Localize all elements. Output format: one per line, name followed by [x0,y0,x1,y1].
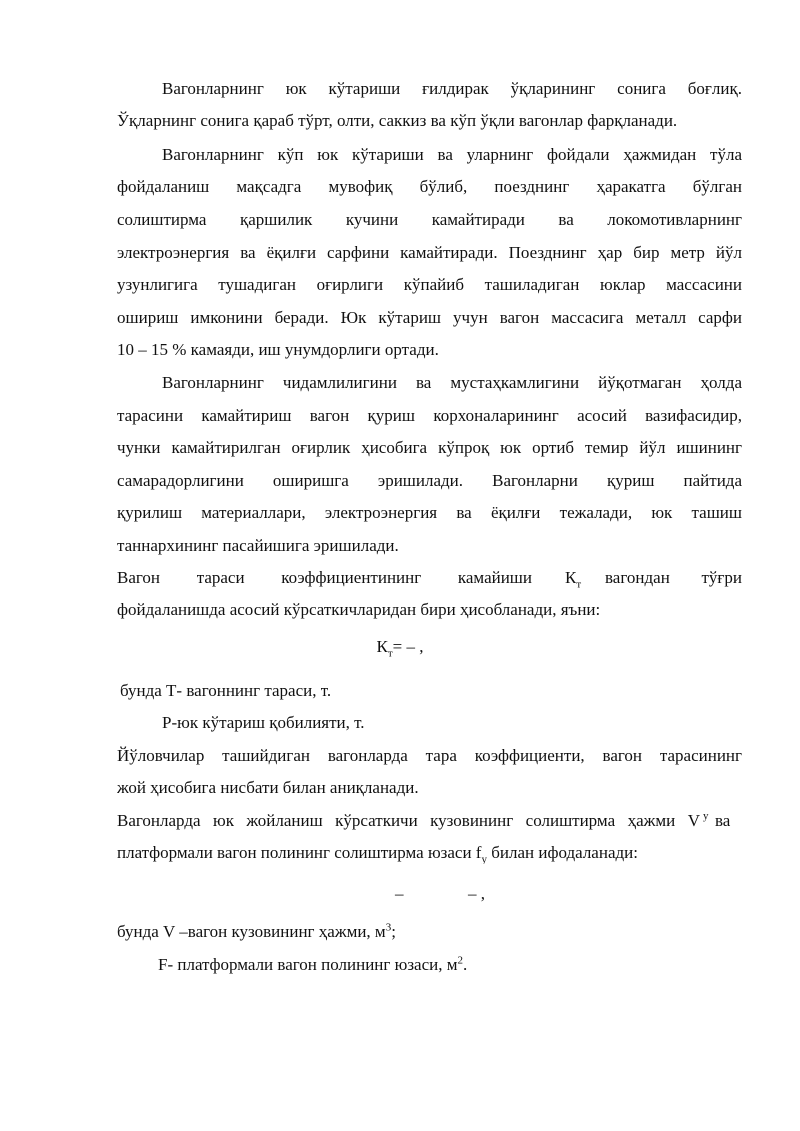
paragraph-2-line-4: электроэнергия ва ёқилғи сарфини камайтиради. Поезднинг ҳар бир метр йўл [117,243,742,262]
formula-tare-coefficient [0,636,800,658]
formula-rest: = – , [392,637,424,656]
definition-area [158,954,783,976]
paragraph-2-line-3: солиштирма қаршилик кучини камайтиради ва локомотивларнинг [117,210,742,229]
paragraph-6-line-2 [117,842,742,864]
paragraph-3-line-1: Вагонларнинг чидамлилигини ва мустаҳкамлигини йўқотмаган ҳолда [162,373,742,392]
definition-area-end: . [462,955,468,974]
paragraph-4-line-1 [117,567,742,589]
definition-volume-end: ; [391,922,396,941]
formula-letter: К [376,637,388,656]
formula-area-part: – , [468,884,485,903]
definition-tare: бунда Т- вагоннинг тараси, т. [120,681,332,700]
definition-area-sup: 2 [457,954,463,967]
definition-volume-text: бунда V –вагон кузовининг ҳажми, м [117,922,386,941]
paragraph-2-line-1: Вагонларнинг кўп юк кўтариши ва уларнинг фойдали ҳажмидан тўла [162,145,742,164]
coefficient-letter: К [565,568,577,587]
coefficient-subscript: т [576,578,582,589]
paragraph-2-line-7: 10 – 15 % камаяди, иш унумдорлиги ортади. [117,340,439,359]
paragraph-3-line-3: чунки камайтирилган оғирлик ҳисобига кўпроқ юк ортиб темир йўл ишининг [117,438,742,457]
paragraph-6-line-1: Вагонларда юк жойланиш кўрсаткичи кузовининг солиштирма ҳажми V у ва [117,810,731,830]
coefficient-text-end: вагондан тўғри [605,568,742,587]
paragraph-3-line-5: қурилиш материаллари, электроэнергия ва ёқилғи тежалади, юк ташиш [117,503,742,522]
paragraph-2-line-2: фойдаланиш мақсадга мувофиқ бўлиб, поезднинг ҳаракатга бўлган [117,177,742,196]
formula-volume-part: – [395,884,404,903]
volume-text-end: ва [715,811,731,830]
paragraph-1-line-1: Вагонларнинг юк кўтариши ғилдирак ўқларининг сонига боғлиқ. [162,79,742,98]
paragraph-3-line-6: таннархининг пасайишига эришилади. [117,536,399,555]
definition-capacity: Р-юк кўтариш қобилияти, т. [162,713,365,732]
definition-volume-sup: 3 [385,921,392,934]
area-subscript: у [481,853,487,864]
paragraph-2-line-5: узунлигига тушадиган оғирлиги кўпайиб ташиладиган юклар массасини [117,275,742,294]
paragraph-3-line-4: самарадорлигини оширишга эришилади. Вагонларни қуриш пайтида [117,471,742,490]
area-text: платформали вагон полининг солиштирма юзаси f [117,843,482,862]
formula-volume-area [390,883,530,905]
definition-volume [117,921,742,943]
paragraph-5-line-2: жой ҳисобига нисбати билан аниқланади. [117,778,419,797]
coefficient-symbol [565,567,581,589]
paragraph-5-line-1: Йўловчилар ташийдиган вагонларда тара коэффициенти, вагон тарасининг [117,746,742,765]
paragraph-3-line-2: тарасини камайтириш вагон қуриш корхоналарининг асосий вазифасидир, [117,406,742,425]
paragraph-2-line-6: ошириш имконини беради. Юк кўтариш учун вагон массасига металл сарфи [117,308,742,327]
area-text-end: билан ифодаланади: [486,843,638,862]
tare-coefficient-text: Вагон тараси коэффициентининг камайиши [117,568,532,587]
paragraph-1-line-2: Ўқларнинг сонига қараб тўрт, олти, саккиз ва кўп ўқли вагонлар фарқланади. [117,111,678,130]
formula-subscript: т [387,647,393,658]
definition-area-text: F- платформали вагон полининг юзаси, м [158,955,458,974]
volume-text: Вагонларда юк жойланиш кўрсаткичи кузовининг солиштирма ҳажми V [117,811,700,830]
paragraph-4-line-2: фойдаланишда асосий кўрсаткичларидан бири ҳисобланади, яъни: [117,600,601,619]
